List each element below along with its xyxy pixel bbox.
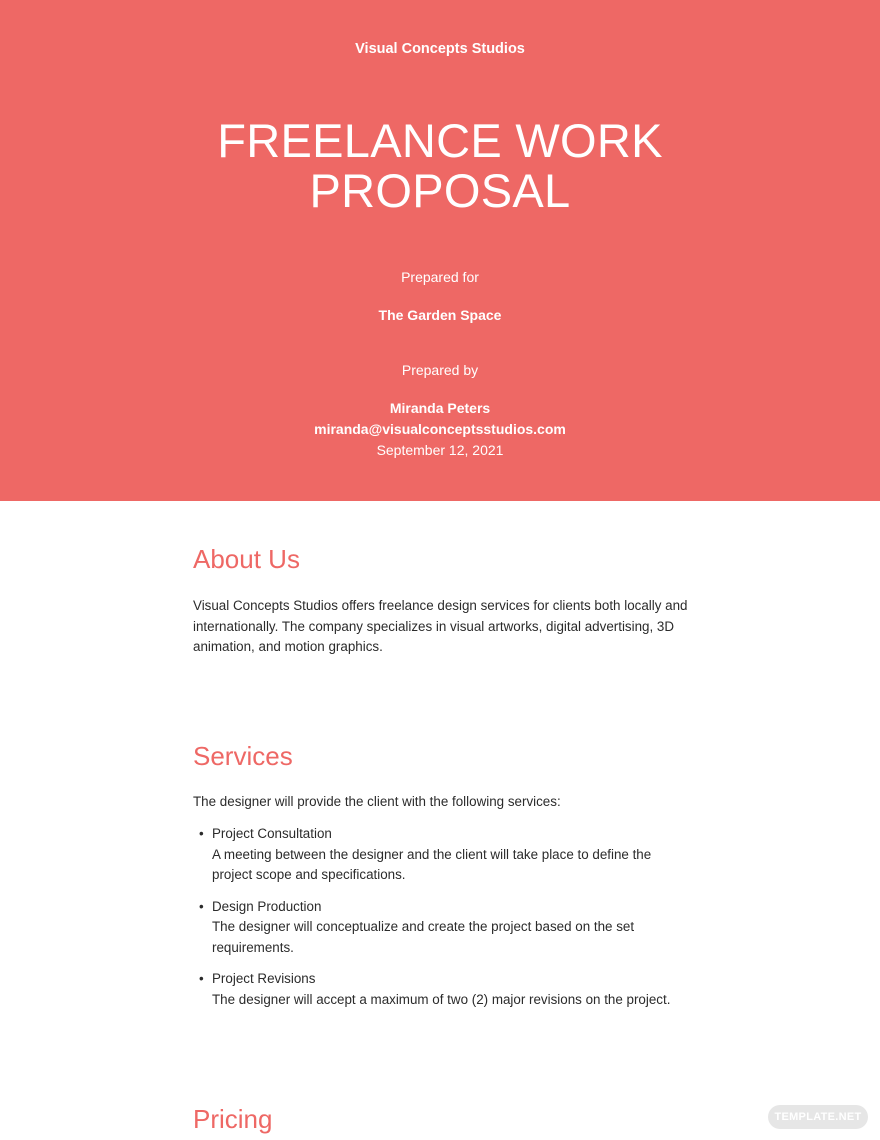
document-title: [0, 116, 880, 216]
cover-banner: [0, 0, 880, 501]
pricing-heading: Pricing: [193, 1104, 273, 1134]
service-title: Design Production: [212, 898, 322, 914]
prepared-for-label: Prepared for: [401, 269, 479, 285]
service-description: The designer will conceptualize and create the project based on the set requirements.: [212, 919, 635, 955]
bullet-icon: •: [199, 898, 204, 914]
about-heading: About Us: [193, 544, 300, 574]
list-item: [193, 897, 693, 959]
client-name: The Garden Space: [378, 307, 502, 323]
list-item: [193, 969, 693, 1010]
service-title: Project Consultation: [212, 826, 332, 841]
service-title: Project Revisions: [212, 971, 316, 986]
watermark-badge[interactable]: TEMPLATE.NET: [768, 1105, 868, 1129]
list-item: [193, 824, 693, 886]
author-name: Miranda Peters: [389, 400, 491, 416]
proposal-date: September 12, 2021: [376, 442, 504, 458]
title-line-2: PROPOSAL: [309, 164, 571, 217]
service-description: A meeting between the designer and the client will take place to define the project scope and specifications.: [212, 846, 652, 882]
services-heading: Services: [193, 741, 293, 771]
services-list: [193, 824, 693, 1021]
prepared-by-label: Prepared by: [401, 362, 479, 378]
service-description: The designer will accept a maximum of two (2) major revisions on the project.: [212, 991, 671, 1007]
bullet-icon: •: [199, 971, 204, 986]
title-line-1: FREELANCE WORK: [217, 114, 663, 167]
services-intro: The designer will provide the client with the following services:: [193, 794, 561, 809]
about-body: Visual Concepts Studios offers freelance design services for clients both locally and internationally. The company specializes in visual artworks, digital advertising, 3D animation, and motion graphics.: [193, 598, 688, 654]
company-name: Visual Concepts Studios: [355, 41, 525, 57]
author-email[interactable]: miranda@visualconceptsstudios.com: [314, 421, 566, 437]
bullet-icon: •: [199, 826, 204, 841]
